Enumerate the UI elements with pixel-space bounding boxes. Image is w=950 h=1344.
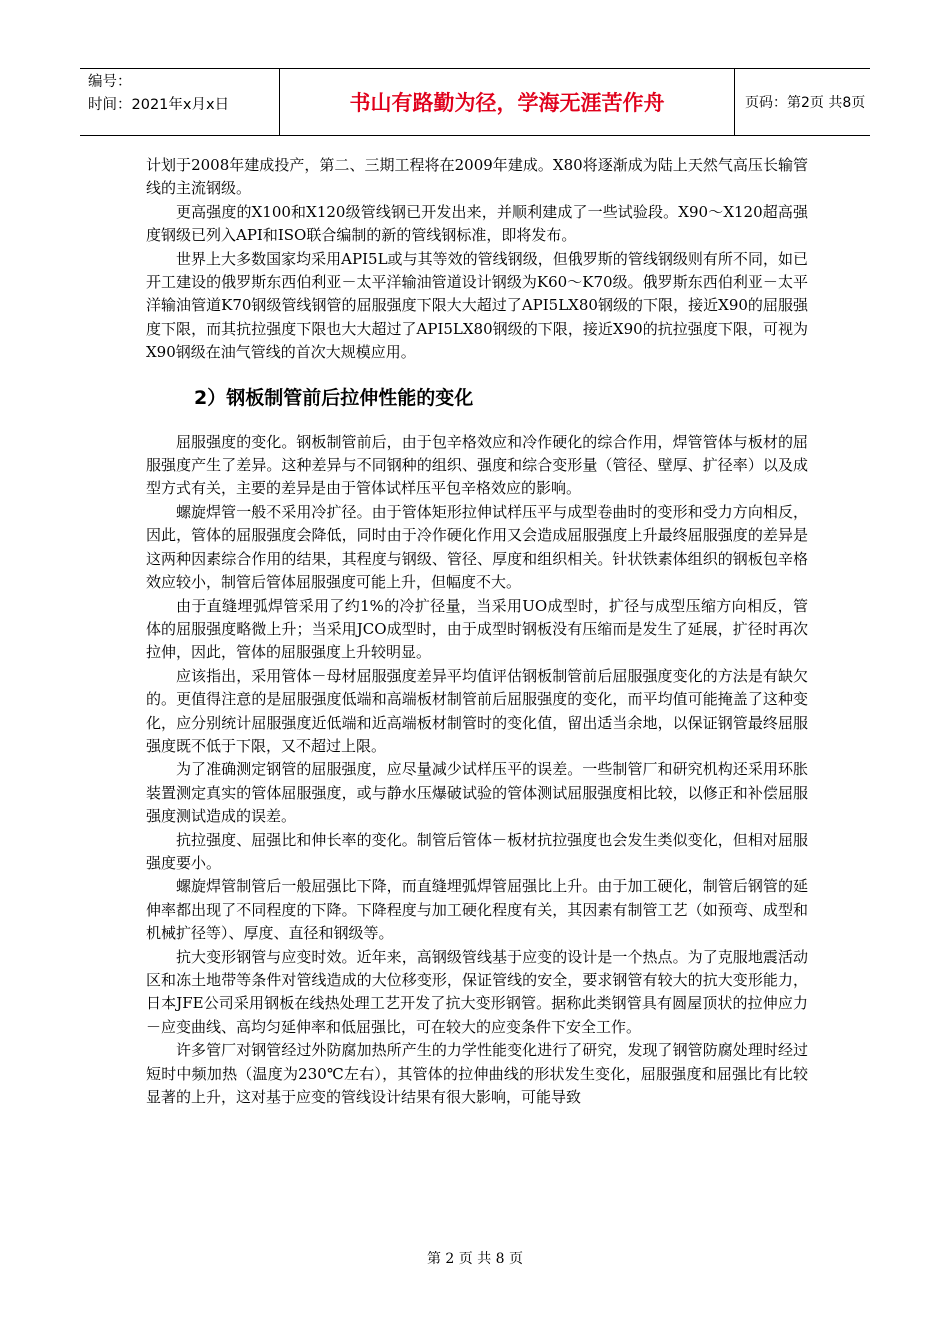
paragraph: 抗大变形钢管与应变时效。近年来，高钢级管线基于应变的设计是一个热点。为了克服地震活动区和冻土地带等条件对管线造成的大位移变形，保证管线的安全，要求钢管有较大的抗大变形能力，日本JFE公司采用钢板在线热处理工艺开发了抗大变形钢管。据称此类钢管具有圆屋顶状的拉伸应力－应变曲线、高均匀延伸率和低屈强比，可在较大的应变条件下安全工作。	[146, 947, 808, 1036]
page-footer: 第 2 页 共 8 页	[426, 1251, 524, 1267]
paragraph: 计划于2008年建成投产，第二、三期工程将在2009年建成。X80将逐渐成为陆上天然气高压长输管线的主流钢级。	[146, 156, 808, 198]
paragraph: 世界上大多数国家均采用API5L或与其等效的管线钢级，但俄罗斯的管线钢级则有所不同，如已开工建设的俄罗斯东西伯利亚－太平洋输油管道设计钢级为K60～K70级。俄罗斯东西伯利亚－太平洋输油管道K70钢级管线钢管的屈服强度下限大大超过了API5LX80钢级的下限，接近X90的屈服强度下限，而其抗拉强度下限也大大超过了API5LX80钢级的下限，接近X90的抗拉强度下限，可视为X90钢级在油气管线的首次大规模应用。	[146, 249, 808, 362]
paragraph: 为了准确测定钢管的屈服强度，应尽量减少试样压平的误差。一些制管厂和研究机构还采用环胀装置测定真实的管体屈服强度，或与静水压爆破试验的管体测试屈服强度相比较，以修正和补偿屈服强度测试造成的误差。	[146, 760, 808, 826]
header-meta	[80, 69, 280, 135]
paragraph: 更高强度的X100和X120级管线钢已开发出来，并顺利建成了一些试验段。X90～X120超高强度钢级已列入API和ISO联合编制的新的管线钢标准，即将发布。	[146, 202, 808, 245]
paragraph: 抗拉强度、屈强比和伸长率的变化。制管后管体－板材抗拉强度也会发生类似变化，但相对屈服强度要小。	[146, 830, 808, 872]
paragraph: 许多管厂对钢管经过外防腐加热所产生的力学性能变化进行了研究，发现了钢管防腐处理时经过短时中频加热（温度为230℃左右），其管体的拉伸曲线的形状发生变化，屈服强度和屈强比有比较显著的上升，这对基于应变的管线设计结果有很大影响，可能导致	[146, 1041, 808, 1107]
paragraph: 屈服强度的变化。钢板制管前后，由于包辛格效应和冷作硬化的综合作用，焊管管体与板材的屈服强度产生了差异。这种差异与不同钢种的组织、强度和综合变形量（管径、壁厚、扩径率）以及成型方式有关，主要的差异是由于管体试样压平包辛格效应的影响。	[146, 432, 808, 498]
time-label: 时间：2021年x月x日	[88, 97, 230, 113]
header-page-label: 页码：第2页 共8页	[745, 95, 866, 111]
paragraph: 螺旋焊管一般不采用冷扩径。由于管体矩形拉伸试样压平与成型卷曲时的变形和受力方向相反，因此，管体的屈服强度会降低，同时由于冷作硬化作用又会造成屈服强度上升最终屈服强度的差异是这两种因素综合作用的结果，其程度与钢级、管径、厚度和组织相关。针状铁素体组织的钢板包辛格效应较小，制管后管体屈服强度可能上升，但幅度不大。	[146, 502, 808, 592]
header-motto: 书山有路勤为径，学海无涯苦作舟	[280, 69, 735, 135]
document-body	[146, 154, 808, 1109]
paragraph: 由于直缝埋弧焊管采用了约1%的冷扩径量，当采用UO成型时，扩径与成型压缩方向相反，管体的屈服强度略微上升；当采用JCO成型时，由于成型时钢板没有压缩而是发生了延展，扩径时再次拉伸，因此，管体的屈服强度上升较明显。	[146, 596, 808, 662]
section-heading: 2）钢板制管前后拉伸性能的变化	[194, 386, 474, 409]
number-label: 编号：	[88, 74, 132, 90]
paragraph: 应该指出，采用管体－母材屈服强度差异平均值评估钢板制管前后屈服强度变化的方法是有缺欠的。更值得注意的是屈服强度低端和高端板材制管前后屈服强度的变化，而平均值可能掩盖了这种变化，应分别统计屈服强度近低端和近高端板材制管时的变化值，留出适当余地，以保证钢管最终屈服强度既不低于下限，又不超过上限。	[146, 666, 808, 755]
paragraph: 螺旋焊管制管后一般屈强比下降，而直缝埋弧焊管屈强比上升。由于加工硬化，制管后钢管的延伸率都出现了不同程度的下降。下降程度与加工硬化程度有关，其因素有制管工艺（如预弯、成型和机械扩径等）、厚度、直径和钢级等。	[146, 877, 808, 943]
page-header	[80, 68, 870, 136]
